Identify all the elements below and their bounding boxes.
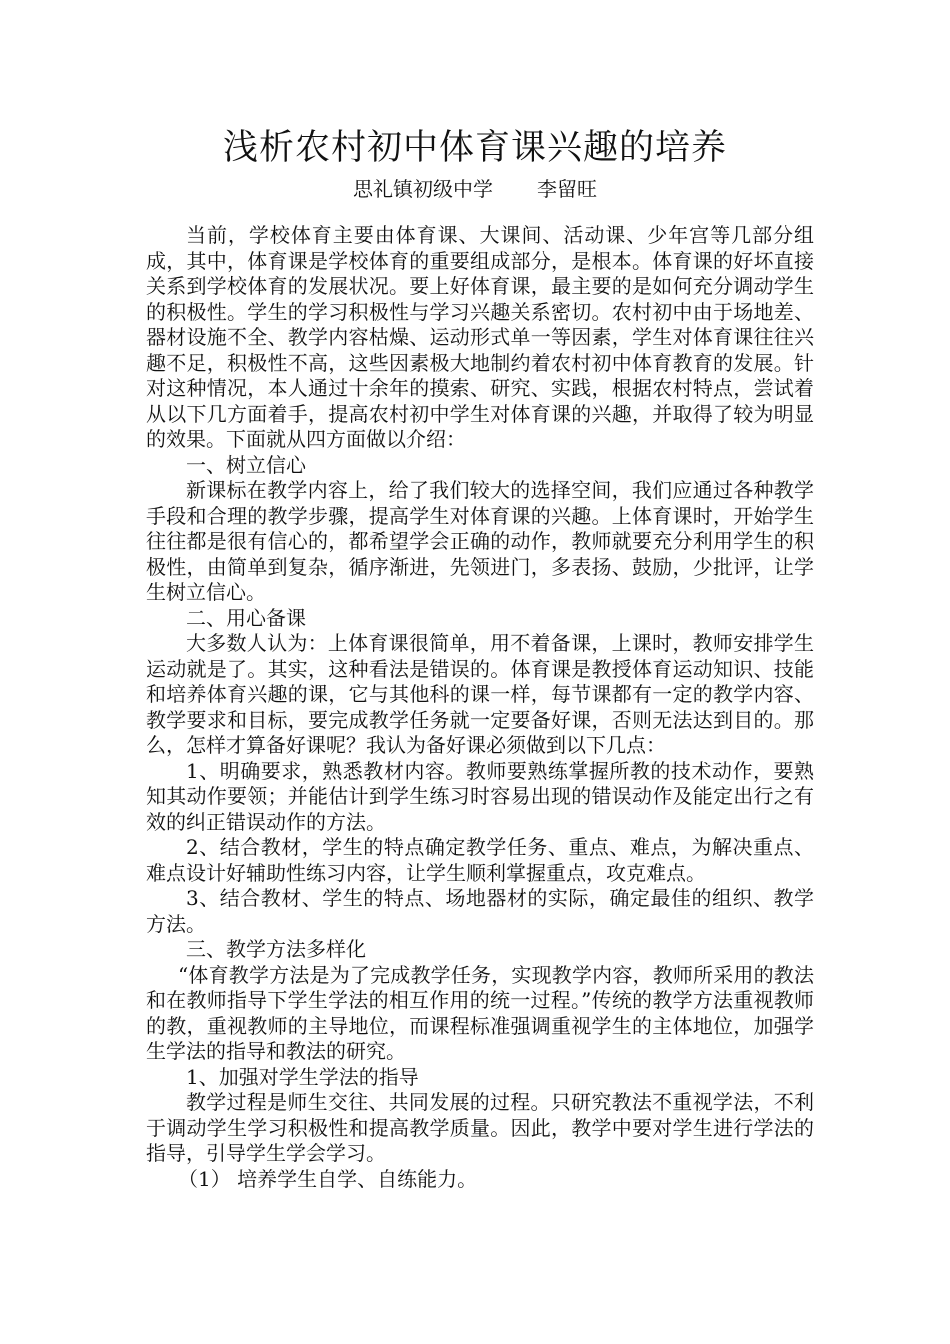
- document-title: 浅析农村初中体育课兴趣的培养: [222, 128, 727, 168]
- section-heading-1: 一、树立信心: [186, 452, 306, 477]
- byline: [0, 176, 950, 202]
- document-body: [146, 223, 814, 1192]
- section-heading-3: 三、教学方法多样化: [186, 937, 366, 961]
- section-heading-2: 二、用心备课: [186, 605, 306, 630]
- paragraph-quote: “体育教学方法是为了完成教学任务，实现教学内容，教师所采用的教法和在教师指导下学生学法的相互作用的统一过程。”传统的教学方法重视教师的教，重视教师的主导地位，而课程标准强调重视学生的主体地位，加强学生学法的指导和教法的研究。: [146, 962, 814, 1063]
- list-item: 1、明确要求，熟悉教材内容。教师要熟练掌握所教的技术动作，要熟知其动作要领；并能估计到学生练习时容易出现的错误动作及能定出行之有效的纠正错误动作的方法。: [146, 758, 814, 834]
- paragraph: 教学过程是师生交往、共同发展的过程。只研究教法不重视学法，不利于调动学生学习积极性和提高教学质量。因此，教学中要对学生进行学法的指导，引导学生学会学习。: [146, 1090, 814, 1165]
- list-item: 3、结合教材、学生的特点、场地器材的实际，确定最佳的组织、教学方法。: [146, 886, 814, 936]
- subsection-heading: 1、加强对学生学法的指导: [186, 1064, 419, 1089]
- author-name: 李留旺: [537, 177, 597, 201]
- list-item: （1） 培养学生自学、自练能力。: [178, 1166, 478, 1191]
- paragraph-intro: 当前，学校体育主要由体育课、大课间、活动课、少年宫等几部分组成，其中，体育课是学校体育的重要组成部分，是根本。体育课的好坏直接关系到学校体育的发展状况。要上好体育课，最主要的是如何充分调动学生的积极性。学生的学习积极性与学习兴趣关系密切。农村初中由于场地差、器材设施不全、教学内容枯燥、运动形式单一等因素，学生对体育课往往兴趣不足，积极性不高，这些因素极大地制约着农村初中体育教育的发展。针对这种情况，本人通过十余年的摸索、研究、实践，根据农村特点，尝试着从以下几方面着手，提高农村初中学生对体育课的兴趣，并取得了较为明显的效果。下面就从四方面做以介绍：: [146, 223, 814, 451]
- paragraph: 大多数人认为：上体育课很简单，用不着备课，上课时，教师安排学生运动就是了。其实，这种看法是错误的。体育课是教授体育运动知识、技能和培养体育兴趣的课，它与其他科的课一样，每节课都有一定的教学内容、教学要求和目标，要完成教学任务就一定要备好课，否则无法达到目的。那么，怎样才算备好课呢？我认为备好课必须做到以下几点：: [146, 631, 814, 757]
- paragraph: 新课标在教学内容上，给了我们较大的选择空间，我们应通过各种教学手段和合理的教学步骤，提高学生对体育课的兴趣。上体育课时，开始学生往往都是很有信心的，都希望学会正确的动作，教师就要充分利用学生的积极性，由简单到复杂，循序渐进，先领进门，多表扬、鼓励，少批评，让学生树立信心。: [146, 478, 814, 604]
- list-item: 2、结合教材，学生的特点确定教学任务、重点、难点，为解决重点、难点设计好辅助性练习内容，让学生顺利掌握重点，攻克难点。: [146, 835, 814, 885]
- school-name: 思礼镇初级中学: [353, 177, 493, 201]
